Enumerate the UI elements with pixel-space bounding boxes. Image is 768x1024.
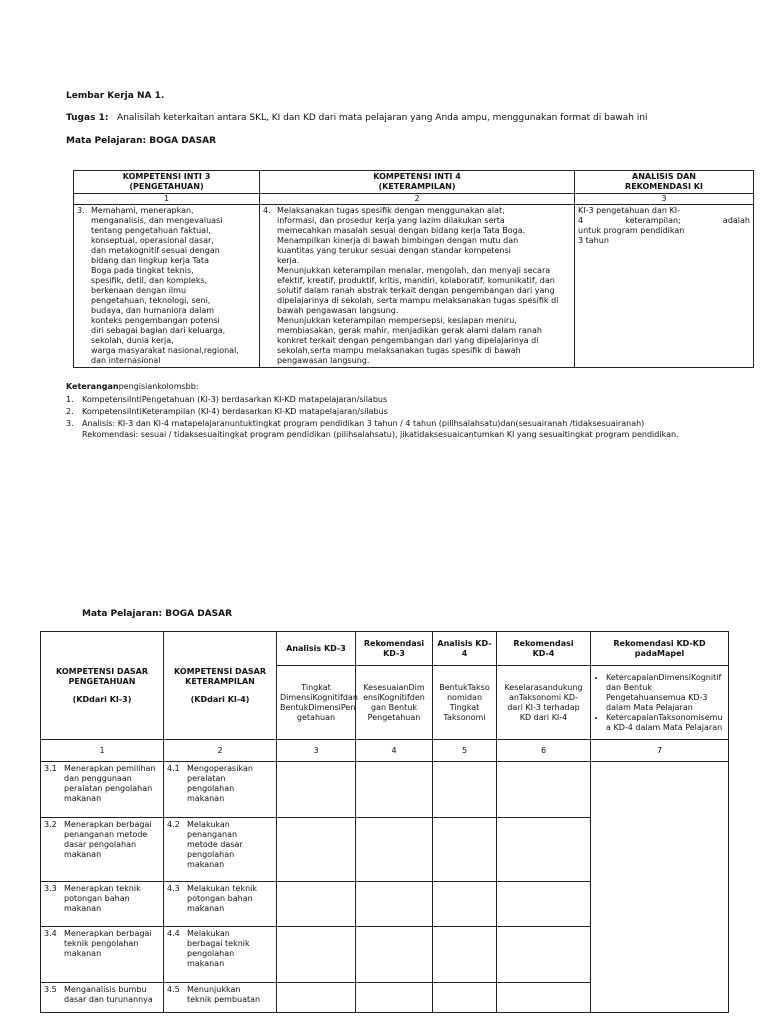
empty-cell [497, 983, 591, 1013]
empty-cell [497, 882, 591, 927]
rek-mapel-bullet: • KetercapaianTaksonomisemu a KD-4 dalam Mata Pelajaran [606, 713, 725, 733]
empty-cell [356, 818, 433, 882]
ki4-header: KOMPETENSI INTI 4 (KETERAMPILAN) [260, 171, 575, 194]
kd4-cell: 4.3 Melakukan teknik potongan bahan makanan [164, 882, 277, 927]
kd-table [40, 631, 729, 1013]
kd4-cell: 4.5 Menunjukkan teknik pembuatan [164, 983, 277, 1013]
empty-cell [277, 818, 356, 882]
empty-cell [356, 882, 433, 927]
analysis-content: KI-3 pengetahuan dan KI- 4 keterampilan; adalah untuk program pendidikan 3 tahun [575, 205, 754, 368]
col-number: 3 [575, 194, 754, 205]
kd3-cell: 3.4 Menerapkan berbagai teknik pengolahan makanan [41, 927, 164, 983]
analisis-kd3-sub: Tingkat DimensiKognitifdan BentukDimensiPen getahuan [277, 666, 356, 740]
ki4-number: 4. [263, 206, 271, 215]
empty-cell [356, 762, 433, 818]
empty-cell [433, 927, 497, 983]
col-number: 7 [591, 740, 729, 762]
col-number: 2 [260, 194, 575, 205]
kd3-cell: 3.1 Menerapkan pemilihan dan penggunaan peralatan pengolahan makanan [41, 762, 164, 818]
subject-bottom: Mata Pelajaran: BOGA DASAR [82, 609, 233, 619]
empty-cell [356, 983, 433, 1013]
kd4-cell: 4.2 Melakukan penanganan metode dasar pengolahan makanan [164, 818, 277, 882]
notes-label: Keterangan [66, 382, 119, 391]
empty-cell [497, 762, 591, 818]
kd3-cell: 3.2 Menerapkan berbagai penanganan metode dasar pengolahan makanan [41, 818, 164, 882]
rek-mapel-cell [591, 762, 729, 1013]
analisis-kd4-sub: BentukTakso nomidan Tingkat Taksonomi [433, 666, 497, 740]
empty-cell [277, 882, 356, 927]
empty-cell [497, 818, 591, 882]
col-number: 2 [164, 740, 277, 762]
analisis-kd3-header: Analisis KD-3 [277, 632, 356, 666]
rek-mapel-sub [591, 666, 729, 740]
col-number: 4 [356, 740, 433, 762]
note-item: 2. KompetensiIntiKeterampilan (KI-4) berdasarkan KI-KD matapelajaran/silabus [66, 407, 388, 416]
analisis-kd4-header: Analisis KD- 4 [433, 632, 497, 666]
col-number: 5 [433, 740, 497, 762]
note-item: 1. KompetensiIntiPengetahuan (KI-3) berdasarkan KI-KD matapelajaran/silabus [66, 395, 388, 404]
page-title: Lembar Kerja NA 1. [66, 91, 165, 101]
kd4-cell: 4.4 Melakukan berbagai teknik pengolahan makanan [164, 927, 277, 983]
table-row [41, 762, 729, 818]
notes [66, 382, 679, 440]
rek-mapel-header: Rekomendasi KD-KD padaMapel [591, 632, 729, 666]
empty-cell [277, 762, 356, 818]
col-number: 1 [41, 740, 164, 762]
ki3-number: 3. [77, 206, 85, 215]
kd4-cell: 4.1 Mengoperasikan peralatan pengolahan makanan [164, 762, 277, 818]
ki4-content: 4. Melaksanakan tugas spesifik dengan menggunakan alat, informasi, dan prosedur kerja yang lazim dilakukan serta memecahkan masalah sesuai dengan bidang kerja Tata Boga. Menampilkan kinerja di bawah bimbingan dengan mutu dan kuantitas yang terukur sesuai dengan standar kompetensi kerja. Menunjukkan keterampilan menalar, mengolah, dan menyaji secara efektif, kreatif, produktif, kritis, mandiri, kolaboratif, komunikatif, dan solutif dalam ranah abstrak terkait dengan pengembangan dari yang dipelajarinya di sekolah, serta mampu melaksanakan tugas spesifik di bawah pengawasan langsung. Menunjukkan keterampilan mempersepsi, kesiapan meniru, membiasakan, gerak mahir, menjadikan gerak alami dalam ranah konkret terkait dengan pengembangan dari yang dipelajarinya di sekolah,serta mampu melaksanakan tugas spesifik di bawah pengawasan langsung. [260, 205, 575, 368]
empty-cell [433, 882, 497, 927]
ki3-content: 3. Memahami, menerapkan, menganalisis, dan mengevaluasi tentang pengetahuan faktual, konseptual, operasional dasar, dan metakognitif sesuai dengan bidang dan lingkup kerja Tata Boga pada tingkat teknis, spesifik, detil, dan kompleks, berkenaan dengan ilmu pengetahuan, teknologi, seni, budaya, dan humaniora dalam konteks pengembangan potensi diri sebagai bagian dari keluarga, sekolah, dunia kerja, warga masyarakat nasional,regional, dan internasional [74, 205, 260, 368]
empty-cell [497, 927, 591, 983]
empty-cell [433, 818, 497, 882]
notes-label-rest: pengisiankolomsbb: [118, 382, 199, 391]
analysis-header: ANALISIS DAN REKOMENDASI KI [575, 171, 754, 194]
note-recommend: Rekomendasi: sesuai / tidaksesuaitingkat program pendidikan (pilihsalahsatu), jikatidaksesuaicantumkan KI yang sesuaitingkat program pendidikan. [82, 430, 679, 439]
col-number: 3 [277, 740, 356, 762]
task-label: Tugas 1 [66, 113, 105, 123]
ki-table [73, 170, 754, 368]
empty-cell [356, 927, 433, 983]
kd3-cell: 3.5 Menganalisis bumbu dasar dan turunannya [41, 983, 164, 1013]
rek-kd4-sub: Keselarasandukung anTaksonomi KD- dari KI-3 terhadap KD dari KI-4 [497, 666, 591, 740]
kd3-cell: 3.3 Menerapkan teknik potongan bahan makanan [41, 882, 164, 927]
rek-kd3-header: Rekomendasi KD-3 [356, 632, 433, 666]
col-number: 1 [74, 194, 260, 205]
rek-mapel-bullet: • KetercapaianDimensiKognitif dan Bentuk Pengetahuansemua KD-3 dalam Mata Pelajaran [606, 673, 725, 713]
kd4-header: KOMPETENSI DASAR KETERAMPILAN (KDdari KI-4) [164, 632, 277, 740]
empty-cell [433, 762, 497, 818]
empty-cell [277, 983, 356, 1013]
rek-kd4-header: Rekomendasi KD-4 [497, 632, 591, 666]
note-item: 3. Analisis: KI-3 dan KI-4 matapelajaranuntuktingkat program pendidikan 3 tahun / 4 tahun (pilihsalahsatu)dan(sesuairanah /tidaksesuairanah) [66, 419, 645, 428]
subject-top: Mata Pelajaran: BOGA DASAR [66, 136, 217, 146]
col-number: 6 [497, 740, 591, 762]
ki3-header: KOMPETENSI INTI 3 (PENGETAHUAN) [74, 171, 260, 194]
empty-cell [277, 927, 356, 983]
rek-kd3-sub: KesesuaianDim ensiKognitifden gan Bentuk Pengetahuan [356, 666, 433, 740]
empty-cell [433, 983, 497, 1013]
kd3-header: KOMPETENSI DASAR PENGETAHUAN (KDdari KI-3) [41, 632, 164, 740]
task-line: Tugas 1: Analisilah keterkaitan antara SKL, KI dan KD dari mata pelajaran yang Anda ampu, menggunakan format di bawah ini [66, 113, 648, 123]
task-text: Analisilah keterkaitan antara SKL, KI dan KD dari mata pelajaran yang Anda ampu, menggunakan format di bawah ini [117, 113, 648, 123]
